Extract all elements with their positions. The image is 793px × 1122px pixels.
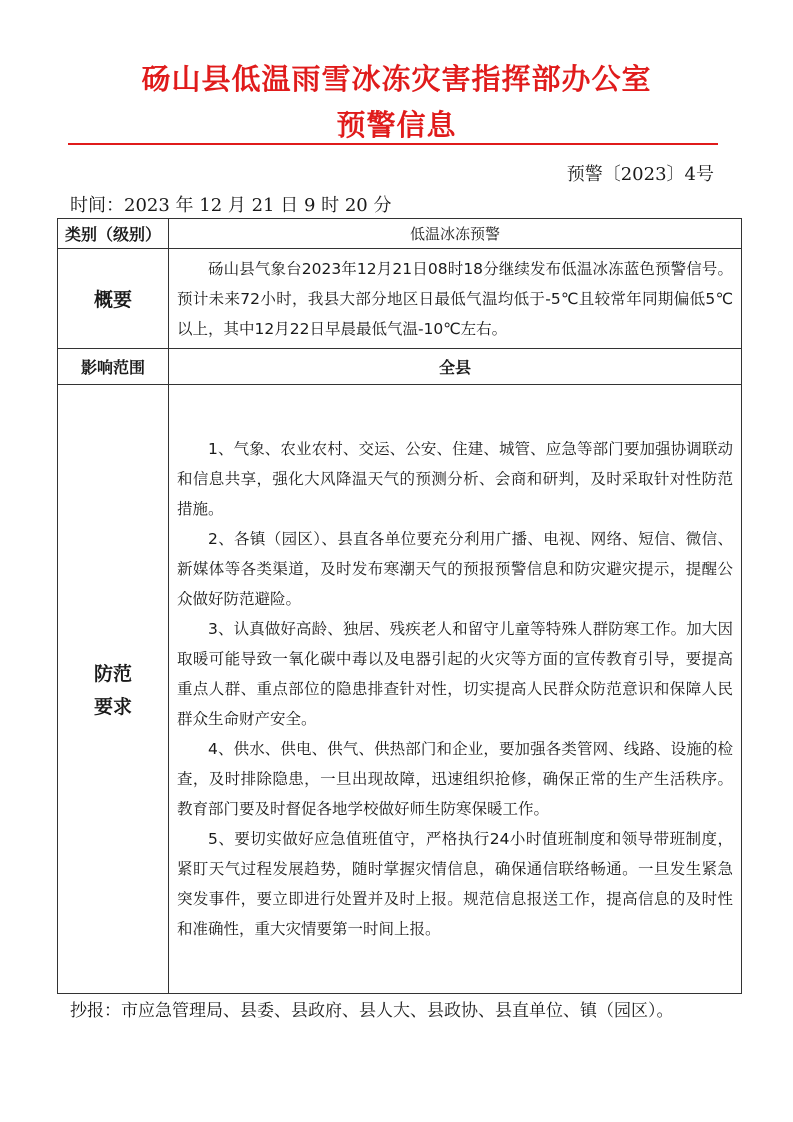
requirements-label-line2: 要求 <box>93 696 132 718</box>
requirements-cell <box>169 385 742 994</box>
requirement-item: 5、要切实做好应急值班值守，严格执行24小时值班制度和领导带班制度，紧盯天气过程发展趋势，随时掌握灾情信息，确保通信联络畅通。一旦发生紧急突发事件，要立即进行处置并及时上报。规范信息报送工作，提高信息的及时性和准确性，重大灾情要第一时间上报。 <box>177 830 733 938</box>
warning-table <box>57 218 742 994</box>
document-subtitle: 预警信息 <box>336 108 457 142</box>
scope-label: 影响范围 <box>58 349 169 385</box>
requirement-item: 2、各镇（园区）、县直各单位要充分利用广播、电视、网络、短信、微信、新媒体等各类渠道，及时发布寒潮天气的预报预警信息和防灾避灾提示，提醒公众做好防范避险。 <box>177 530 733 608</box>
requirement-item: 1、气象、农业农村、交运、公安、住建、城管、应急等部门要加强协调联动和信息共享，强化大风降温天气的预测分析、会商和研判，及时采取针对性防范措施。 <box>177 440 733 518</box>
document-number: 预警〔2023〕4号 <box>566 164 714 185</box>
requirements-label <box>58 385 169 994</box>
summary-label: 概要 <box>58 249 169 349</box>
requirements-row <box>58 385 742 994</box>
summary-text: 砀山县气象台2023年12月21日08时18分继续发布低温冰冻蓝色预警信号。预计未来72小时，我县大部分地区日最低气温均低于-5℃且较常年同期偏低5℃以上，其中12月22日早晨最低气温-10℃左右。 <box>177 259 733 338</box>
summary-row <box>58 249 742 349</box>
category-value: 低温冰冻预警 <box>169 219 742 249</box>
requirement-item: 3、认真做好高龄、独居、残疾老人和留守儿童等特殊人群防寒工作。加大因取暖可能导致一氧化碳中毒以及电器引起的火灾等方面的宣传教育引导，要提高重点人群、重点部位的隐患排查针对性，切实提高人民群众防范意识和保障人民群众生命财产安全。 <box>177 620 733 728</box>
requirement-item: 4、供水、供电、供气、供热部门和企业，要加强各类管网、线路、设施的检查，及时排除隐患，一旦出现故障，迅速组织抢修，确保正常的生产生活秩序。教育部门要及时督促各地学校做好师生防寒保暖工作。 <box>177 740 733 818</box>
issue-time: 时间：2023 年 12 月 21 日 9 时 20 分 <box>70 195 392 216</box>
red-divider <box>68 143 718 145</box>
scope-row <box>58 349 742 385</box>
requirements-label-line1: 防范 <box>93 663 132 685</box>
document-title: 砀山县低温雨雪冰冻灾害指挥部办公室 <box>141 62 652 96</box>
summary-cell <box>169 249 742 349</box>
scope-value: 全县 <box>169 349 742 385</box>
category-label: 类别（级别） <box>58 219 169 249</box>
cc-recipients: 抄报：市应急管理局、县委、县政府、县人大、县政协、县直单位、镇（园区）。 <box>70 1001 674 1021</box>
category-row <box>58 219 742 249</box>
